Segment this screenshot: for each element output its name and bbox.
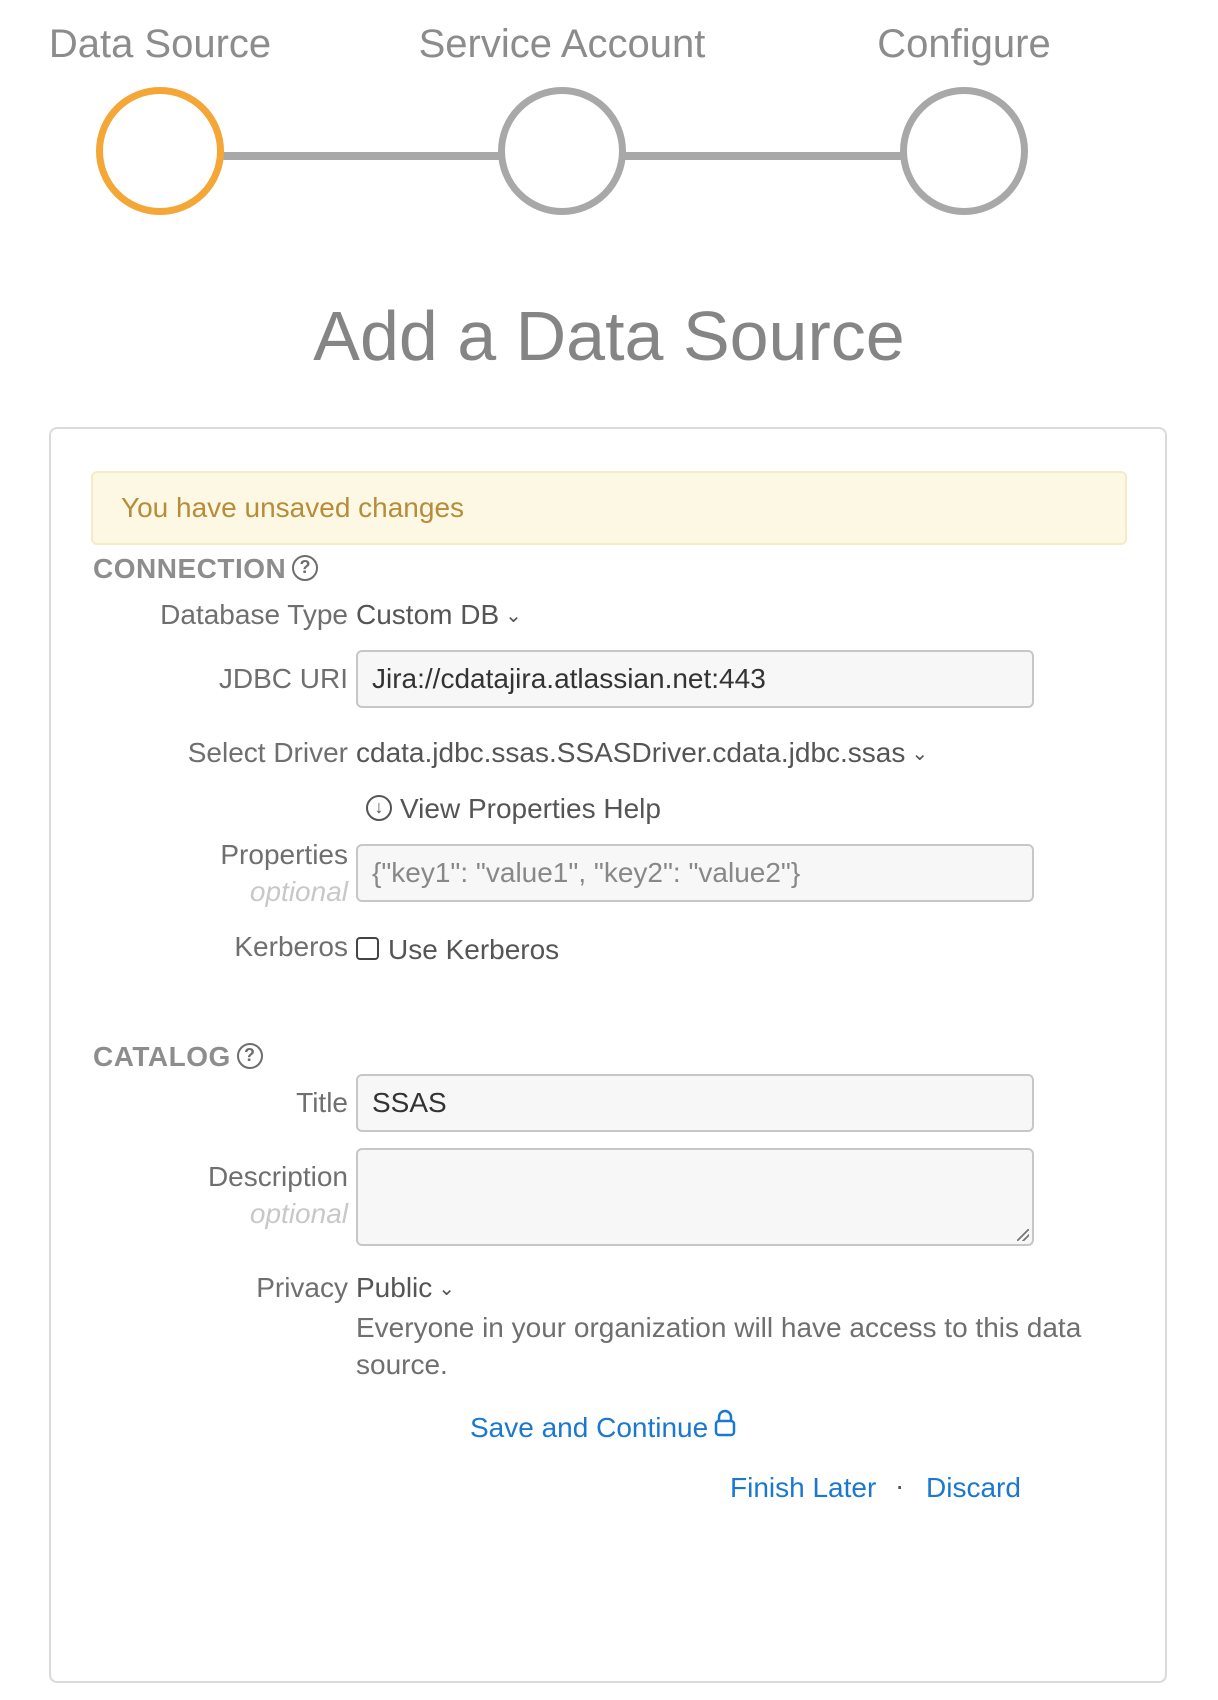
action-separator: · [895, 1470, 905, 1501]
view-properties-help-link[interactable] [366, 793, 661, 825]
properties-input[interactable]: {"key1": "value1", "key2": "value2"} [356, 844, 1034, 902]
database-type-label: Database Type [160, 599, 348, 630]
select-driver-dropdown[interactable] [356, 737, 928, 769]
discard-link[interactable]: Discard [926, 1472, 1021, 1503]
properties-optional-hint: optional [249, 876, 348, 907]
title-input[interactable]: SSAS [356, 1074, 1034, 1132]
step-label-data-source: Data Source [48, 22, 272, 66]
step-label-configure: Configure [877, 22, 1051, 66]
description-optional-hint: optional [249, 1198, 348, 1229]
step-connector [220, 152, 502, 160]
database-type-value: Custom DB [356, 599, 500, 630]
lock-icon [714, 1409, 736, 1444]
privacy-label: Privacy [256, 1272, 348, 1303]
progress-stepper [0, 0, 1218, 240]
data-source-form-card [49, 427, 1167, 1683]
arrow-down-circle-icon: ↓ [366, 795, 392, 821]
question-circle-icon[interactable]: ? [237, 1043, 263, 1069]
step-circle-configure [900, 87, 1028, 215]
unsaved-changes-alert: You have unsaved changes [91, 471, 1127, 545]
jdbc-uri-label: JDBC URI [218, 663, 348, 694]
use-kerberos-label: Use Kerberos [388, 934, 560, 965]
kerberos-label: Kerberos [234, 931, 348, 962]
jdbc-uri-input[interactable]: Jira://cdatajira.atlassian.net:443 [356, 650, 1034, 708]
chevron-down-icon: ⌄ [505, 605, 522, 627]
question-circle-icon[interactable]: ? [292, 555, 318, 581]
connection-section-header [93, 553, 318, 585]
view-properties-help-text: View Properties Help [400, 793, 661, 824]
step-circle-data-source [96, 87, 224, 215]
page-title: Add a Data Source [313, 297, 905, 375]
use-kerberos-checkbox[interactable] [356, 937, 379, 960]
privacy-dropdown[interactable] [356, 1272, 455, 1304]
save-and-continue-button[interactable] [470, 1412, 736, 1447]
privacy-value: Public [356, 1272, 433, 1303]
select-driver-label: Select Driver [187, 737, 348, 768]
select-driver-value: cdata.jdbc.ssas.SSASDriver.cdata.jdbc.ssas [356, 737, 906, 768]
use-kerberos-checkbox-row[interactable] [356, 934, 559, 966]
description-label: Description [207, 1161, 348, 1192]
catalog-header-text: CATALOG [93, 1041, 231, 1072]
chevron-down-icon: ⌄ [911, 743, 929, 765]
privacy-help-text: Everyone in your organization will have access to this data source. [356, 1312, 1082, 1380]
resize-grip-icon[interactable] [1017, 1229, 1029, 1241]
step-connector [622, 152, 904, 160]
step-label-service-account: Service Account [418, 22, 706, 66]
database-type-dropdown[interactable] [356, 599, 522, 631]
chevron-down-icon: ⌄ [438, 1278, 456, 1300]
save-and-continue-label: Save and Continue [470, 1412, 709, 1443]
connection-header-text: CONNECTION [93, 553, 287, 584]
description-textarea[interactable] [356, 1148, 1034, 1246]
properties-label: Properties [220, 839, 348, 870]
step-circle-service-account [498, 87, 626, 215]
finish-later-link[interactable]: Finish Later [730, 1472, 877, 1503]
catalog-section-header [93, 1041, 263, 1073]
title-label: Title [296, 1087, 348, 1118]
